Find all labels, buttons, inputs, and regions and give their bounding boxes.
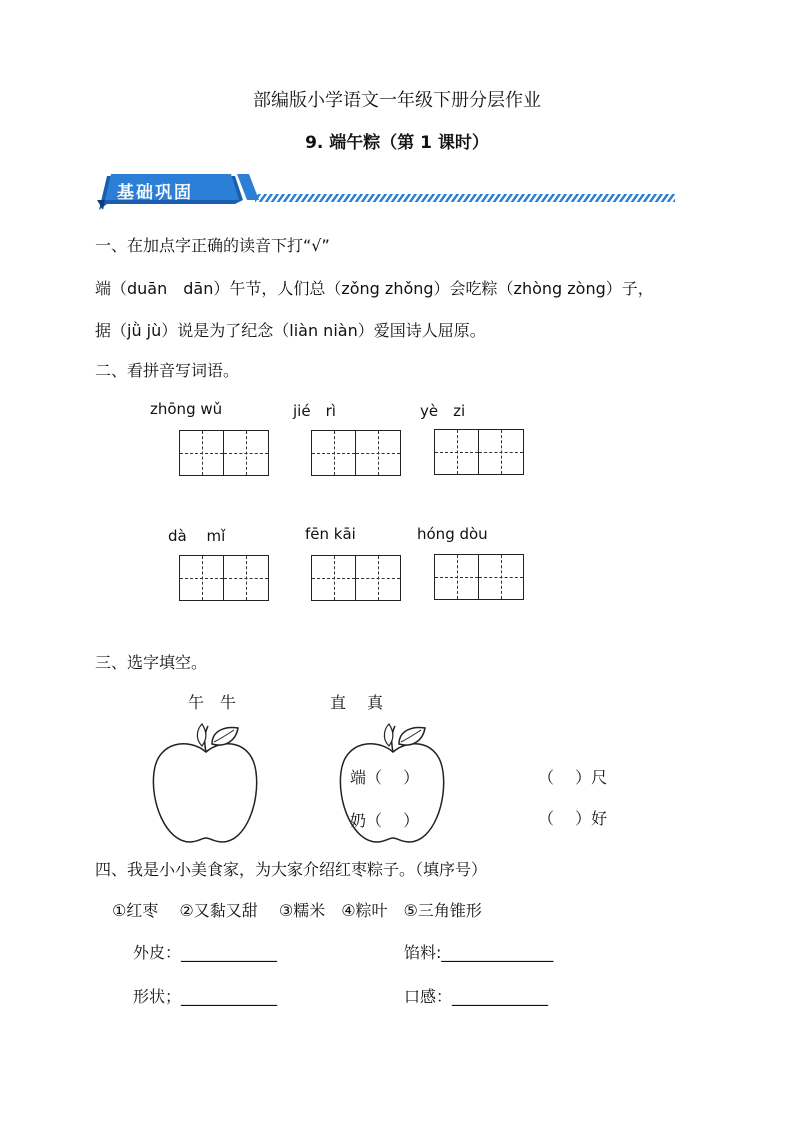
field-xianliao[interactable]: 馅料:______________ [404,943,554,962]
apple2-chars: 直 真 [330,693,384,712]
writing-grid-6[interactable] [434,554,524,600]
pinyin-zhongwu: zhōng wǔ [150,400,223,418]
blank-nai[interactable]: 奶（ ） [350,811,420,830]
lesson-title: 9. 端午粽（第 1 课时） [305,133,489,153]
q1-line2: 据（jǜ jù）说是为了纪念（liàn niàn）爱国诗人屈原。 [95,321,486,340]
q2-heading: 二、看拼音写词语。 [95,361,240,380]
field-xingzhuang[interactable]: 形状；____________ [133,987,278,1006]
q3-heading: 三、选字填空。 [95,653,208,672]
writing-grid-4[interactable] [179,555,269,601]
apple1-chars: 午 牛 [188,693,237,712]
pinyin-fenkai: fēn kāi [305,525,356,543]
q4-heading: 四、我是小小美食家，为大家介绍红枣粽子。（填序号） [95,860,488,879]
writing-grid-3[interactable] [434,429,524,475]
q1-heading: 一、在加点字正确的读音下打“√” [95,236,330,255]
q4-options: ①红枣 ②又黏又甜 ③糯米 ④粽叶 ⑤三角锥形 [112,901,482,920]
writing-grid-2[interactable] [311,430,401,476]
section-banner [95,170,680,212]
pinyin-dami: dà mǐ [168,527,226,545]
blank-hao[interactable]: （ ）好 [538,809,608,828]
writing-grid-5[interactable] [311,555,401,601]
pinyin-yezi: yè zi [420,402,466,420]
banner-label: 基础巩固 [117,183,193,203]
blank-duan[interactable]: 端（ ） [350,768,420,787]
pinyin-jieri: jié rì [293,402,336,420]
field-kougan[interactable]: 口感：____________ [404,987,549,1006]
page-title: 部编版小学语文一年级下册分层作业 [253,90,541,111]
pinyin-hongdou: hóng dòu [417,525,488,543]
field-waipi[interactable]: 外皮：____________ [133,943,278,962]
blank-chi[interactable]: （ ）尺 [538,768,608,787]
q1-line1: 端（duān dān）午节，人们总（zǒng zhǒng）会吃粽（zhòng zòng）子， [95,279,654,298]
writing-grid-1[interactable] [179,430,269,476]
apple-icon-1 [150,722,262,847]
